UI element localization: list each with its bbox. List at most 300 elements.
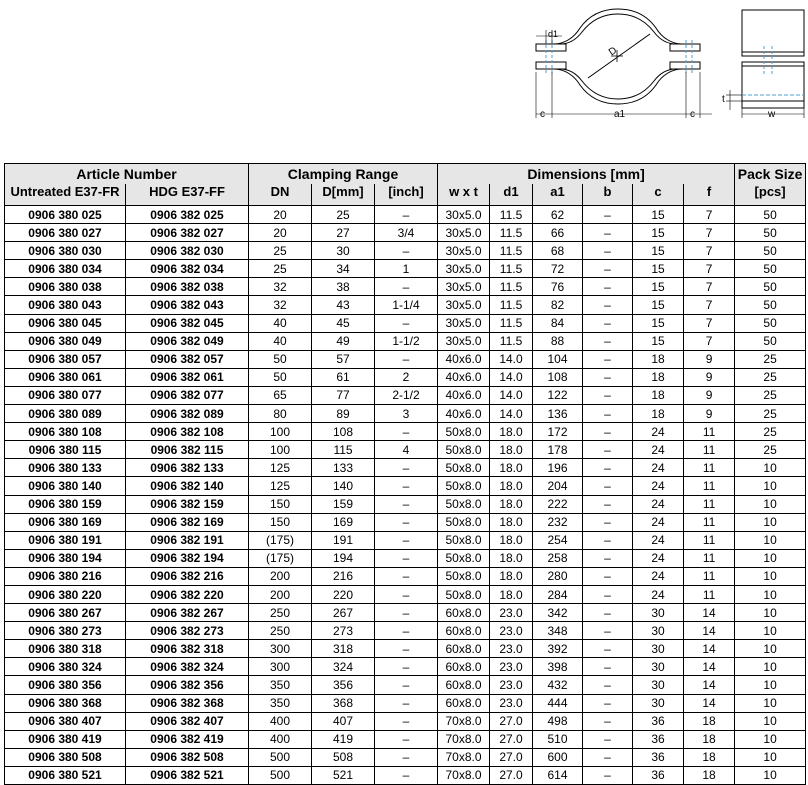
cell-a1: 432 bbox=[533, 676, 583, 694]
cell-f: 7 bbox=[684, 260, 735, 278]
table-row bbox=[5, 405, 806, 423]
cell-c: 15 bbox=[633, 314, 684, 332]
cell-article-hdg: 0906 382 220 bbox=[126, 585, 249, 603]
cell-inch: – bbox=[375, 676, 438, 694]
cell-a1: 398 bbox=[533, 658, 583, 676]
cell-d-mm: 77 bbox=[312, 386, 375, 404]
t-label: t bbox=[722, 94, 725, 105]
cell-article-hdg: 0906 382 216 bbox=[126, 567, 249, 585]
cell-f: 9 bbox=[684, 386, 735, 404]
cell-c: 15 bbox=[633, 242, 684, 260]
cell-b: – bbox=[583, 278, 633, 296]
cell-dn: 50 bbox=[249, 350, 312, 368]
table-row bbox=[5, 730, 806, 748]
table-row bbox=[5, 658, 806, 676]
cell-d1: 14.0 bbox=[490, 386, 533, 404]
cell-dn: 32 bbox=[249, 296, 312, 314]
cell-d-mm: 49 bbox=[312, 332, 375, 350]
cell-article-hdg: 0906 382 089 bbox=[126, 405, 249, 423]
cell-w-x-t: 70x8.0 bbox=[438, 730, 490, 748]
diameter-label: D bbox=[606, 45, 620, 59]
cell-w-x-t: 30x5.0 bbox=[438, 224, 490, 242]
b-header: b bbox=[583, 184, 633, 206]
cell-w-x-t: 30x5.0 bbox=[438, 332, 490, 350]
cell-d1: 18.0 bbox=[490, 477, 533, 495]
cell-d1: 27.0 bbox=[490, 712, 533, 730]
cell-dn: 200 bbox=[249, 567, 312, 585]
cell-w-x-t: 50x8.0 bbox=[438, 585, 490, 603]
cell-c: 24 bbox=[633, 423, 684, 441]
cell-pack-size: 10 bbox=[735, 622, 806, 640]
cell-pack-size: 10 bbox=[735, 712, 806, 730]
cell-d1: 18.0 bbox=[490, 513, 533, 531]
cell-pack-size: 50 bbox=[735, 224, 806, 242]
cell-w-x-t: 50x8.0 bbox=[438, 495, 490, 513]
cell-c: 15 bbox=[633, 296, 684, 314]
cell-b: – bbox=[583, 567, 633, 585]
cell-dn: 40 bbox=[249, 332, 312, 350]
table-row bbox=[5, 242, 806, 260]
cell-pack-size: 10 bbox=[735, 748, 806, 766]
cell-c: 24 bbox=[633, 477, 684, 495]
cell-b: – bbox=[583, 350, 633, 368]
table-row bbox=[5, 748, 806, 766]
cell-d-mm: 191 bbox=[312, 531, 375, 549]
cell-pack-size: 10 bbox=[735, 549, 806, 567]
cell-inch: 2-1/2 bbox=[375, 386, 438, 404]
cell-c: 30 bbox=[633, 640, 684, 658]
cell-inch: – bbox=[375, 604, 438, 622]
cell-article-untreated: 0906 380 077 bbox=[5, 386, 126, 404]
cell-c: 36 bbox=[633, 730, 684, 748]
cell-d-mm: 27 bbox=[312, 224, 375, 242]
cell-dn: (175) bbox=[249, 531, 312, 549]
cell-pack-size: 50 bbox=[735, 296, 806, 314]
cell-d-mm: 267 bbox=[312, 604, 375, 622]
cell-d-mm: 159 bbox=[312, 495, 375, 513]
cell-c: 30 bbox=[633, 622, 684, 640]
cell-pack-size: 10 bbox=[735, 585, 806, 603]
cell-article-hdg: 0906 382 267 bbox=[126, 604, 249, 622]
cell-f: 14 bbox=[684, 658, 735, 676]
cell-f: 7 bbox=[684, 278, 735, 296]
cell-article-untreated: 0906 380 108 bbox=[5, 423, 126, 441]
cell-article-untreated: 0906 380 089 bbox=[5, 405, 126, 423]
cell-inch: – bbox=[375, 513, 438, 531]
cell-w-x-t: 30x5.0 bbox=[438, 206, 490, 224]
cell-b: – bbox=[583, 622, 633, 640]
untreated-header: Untreated E37-FR bbox=[5, 184, 126, 206]
cell-pack-size: 10 bbox=[735, 766, 806, 784]
cell-article-untreated: 0906 380 115 bbox=[5, 441, 126, 459]
cell-f: 11 bbox=[684, 567, 735, 585]
cell-d1: 23.0 bbox=[490, 676, 533, 694]
table-row bbox=[5, 296, 806, 314]
cell-pack-size: 10 bbox=[735, 567, 806, 585]
cell-d-mm: 61 bbox=[312, 368, 375, 386]
cell-d1: 11.5 bbox=[490, 260, 533, 278]
cell-a1: 342 bbox=[533, 604, 583, 622]
cell-dn: 20 bbox=[249, 224, 312, 242]
cell-w-x-t: 40x6.0 bbox=[438, 368, 490, 386]
cell-pack-size: 10 bbox=[735, 604, 806, 622]
cell-b: – bbox=[583, 604, 633, 622]
cell-f: 14 bbox=[684, 694, 735, 712]
table-row bbox=[5, 477, 806, 495]
cell-a1: 84 bbox=[533, 314, 583, 332]
cell-w-x-t: 50x8.0 bbox=[438, 531, 490, 549]
table-row bbox=[5, 604, 806, 622]
cell-article-untreated: 0906 380 419 bbox=[5, 730, 126, 748]
cell-dn: 300 bbox=[249, 640, 312, 658]
cell-c: 24 bbox=[633, 459, 684, 477]
cell-d1: 23.0 bbox=[490, 694, 533, 712]
cell-d-mm: 30 bbox=[312, 242, 375, 260]
cell-inch: – bbox=[375, 242, 438, 260]
cell-a1: 280 bbox=[533, 567, 583, 585]
cell-inch: – bbox=[375, 748, 438, 766]
cell-article-hdg: 0906 382 407 bbox=[126, 712, 249, 730]
cell-article-untreated: 0906 380 356 bbox=[5, 676, 126, 694]
cell-d1: 11.5 bbox=[490, 314, 533, 332]
cell-pack-size: 25 bbox=[735, 386, 806, 404]
cell-f: 18 bbox=[684, 766, 735, 784]
cell-c: 15 bbox=[633, 332, 684, 350]
cell-f: 14 bbox=[684, 604, 735, 622]
cell-pack-size: 10 bbox=[735, 459, 806, 477]
cell-a1: 88 bbox=[533, 332, 583, 350]
cell-article-untreated: 0906 380 043 bbox=[5, 296, 126, 314]
cell-w-x-t: 30x5.0 bbox=[438, 278, 490, 296]
cell-d-mm: 521 bbox=[312, 766, 375, 784]
table-row bbox=[5, 495, 806, 513]
cell-dn: 350 bbox=[249, 694, 312, 712]
cell-f: 18 bbox=[684, 730, 735, 748]
clamping-range-header: Clamping Range bbox=[249, 164, 438, 185]
cell-a1: 614 bbox=[533, 766, 583, 784]
cell-d1: 11.5 bbox=[490, 332, 533, 350]
cell-d-mm: 34 bbox=[312, 260, 375, 278]
cell-a1: 82 bbox=[533, 296, 583, 314]
cell-w-x-t: 60x8.0 bbox=[438, 622, 490, 640]
table-row bbox=[5, 676, 806, 694]
cell-d1: 23.0 bbox=[490, 604, 533, 622]
cell-w-x-t: 40x6.0 bbox=[438, 405, 490, 423]
cell-d1: 14.0 bbox=[490, 368, 533, 386]
table-row bbox=[5, 712, 806, 730]
cell-d-mm: 356 bbox=[312, 676, 375, 694]
cell-dn: 50 bbox=[249, 368, 312, 386]
a1-label: a1 bbox=[614, 109, 626, 120]
cell-article-untreated: 0906 380 220 bbox=[5, 585, 126, 603]
cell-d-mm: 38 bbox=[312, 278, 375, 296]
cell-article-untreated: 0906 380 057 bbox=[5, 350, 126, 368]
cell-f: 7 bbox=[684, 332, 735, 350]
cell-article-hdg: 0906 382 043 bbox=[126, 296, 249, 314]
cell-article-hdg: 0906 382 077 bbox=[126, 386, 249, 404]
table-row bbox=[5, 423, 806, 441]
w-label: w bbox=[768, 109, 776, 120]
cell-inch: – bbox=[375, 622, 438, 640]
cell-a1: 76 bbox=[533, 278, 583, 296]
cell-article-untreated: 0906 380 273 bbox=[5, 622, 126, 640]
pipe-clamp-drawing bbox=[516, 6, 806, 124]
cell-b: – bbox=[583, 513, 633, 531]
cell-w-x-t: 30x5.0 bbox=[438, 260, 490, 278]
cell-d-mm: 108 bbox=[312, 423, 375, 441]
cell-dn: 150 bbox=[249, 513, 312, 531]
cell-a1: 72 bbox=[533, 260, 583, 278]
table-row bbox=[5, 549, 806, 567]
cell-inch: 1 bbox=[375, 260, 438, 278]
cell-b: – bbox=[583, 658, 633, 676]
cell-a1: 348 bbox=[533, 622, 583, 640]
cell-w-x-t: 30x5.0 bbox=[438, 296, 490, 314]
cell-inch: – bbox=[375, 477, 438, 495]
cell-w-x-t: 50x8.0 bbox=[438, 423, 490, 441]
clamp-side-view bbox=[722, 10, 804, 120]
cell-pack-size: 25 bbox=[735, 368, 806, 386]
cell-w-x-t: 60x8.0 bbox=[438, 640, 490, 658]
table-row bbox=[5, 314, 806, 332]
cell-b: – bbox=[583, 712, 633, 730]
cell-d-mm: 45 bbox=[312, 314, 375, 332]
cell-d-mm: 368 bbox=[312, 694, 375, 712]
table-row bbox=[5, 567, 806, 585]
cell-a1: 66 bbox=[533, 224, 583, 242]
cell-d1: 11.5 bbox=[490, 278, 533, 296]
cell-dn: 500 bbox=[249, 748, 312, 766]
cell-a1: 62 bbox=[533, 206, 583, 224]
cell-dn: 250 bbox=[249, 604, 312, 622]
cell-c: 30 bbox=[633, 604, 684, 622]
cell-f: 18 bbox=[684, 712, 735, 730]
cell-dn: 25 bbox=[249, 242, 312, 260]
cell-b: – bbox=[583, 386, 633, 404]
cell-article-untreated: 0906 380 061 bbox=[5, 368, 126, 386]
cell-d-mm: 324 bbox=[312, 658, 375, 676]
cell-article-hdg: 0906 382 025 bbox=[126, 206, 249, 224]
cell-c: 24 bbox=[633, 531, 684, 549]
cell-w-x-t: 70x8.0 bbox=[438, 766, 490, 784]
cell-c: 30 bbox=[633, 694, 684, 712]
cell-pack-size: 10 bbox=[735, 730, 806, 748]
cell-d-mm: 89 bbox=[312, 405, 375, 423]
cell-inch: – bbox=[375, 640, 438, 658]
cell-d1: 23.0 bbox=[490, 658, 533, 676]
cell-d1: 23.0 bbox=[490, 640, 533, 658]
cell-a1: 232 bbox=[533, 513, 583, 531]
cell-c: 15 bbox=[633, 224, 684, 242]
cell-inch: – bbox=[375, 350, 438, 368]
cell-d-mm: 115 bbox=[312, 441, 375, 459]
cell-article-untreated: 0906 380 169 bbox=[5, 513, 126, 531]
cell-f: 11 bbox=[684, 423, 735, 441]
cell-article-untreated: 0906 380 508 bbox=[5, 748, 126, 766]
cell-a1: 600 bbox=[533, 748, 583, 766]
cell-article-untreated: 0906 380 521 bbox=[5, 766, 126, 784]
cell-a1: 258 bbox=[533, 549, 583, 567]
cell-article-hdg: 0906 382 273 bbox=[126, 622, 249, 640]
cell-article-hdg: 0906 382 038 bbox=[126, 278, 249, 296]
cell-f: 14 bbox=[684, 676, 735, 694]
cell-article-untreated: 0906 380 045 bbox=[5, 314, 126, 332]
cell-c: 36 bbox=[633, 748, 684, 766]
cell-article-hdg: 0906 382 045 bbox=[126, 314, 249, 332]
cell-inch: 1-1/2 bbox=[375, 332, 438, 350]
cell-d1: 18.0 bbox=[490, 441, 533, 459]
cell-dn: 350 bbox=[249, 676, 312, 694]
dn-header: DN bbox=[249, 184, 312, 206]
cell-d1: 18.0 bbox=[490, 531, 533, 549]
cell-dn: 100 bbox=[249, 423, 312, 441]
cell-a1: 172 bbox=[533, 423, 583, 441]
cell-article-hdg: 0906 382 133 bbox=[126, 459, 249, 477]
cell-article-hdg: 0906 382 027 bbox=[126, 224, 249, 242]
cell-d1: 11.5 bbox=[490, 242, 533, 260]
c-header: c bbox=[633, 184, 684, 206]
cell-d-mm: 169 bbox=[312, 513, 375, 531]
cell-b: – bbox=[583, 296, 633, 314]
table-row bbox=[5, 260, 806, 278]
cell-inch: 4 bbox=[375, 441, 438, 459]
cell-a1: 136 bbox=[533, 405, 583, 423]
cell-d1: 18.0 bbox=[490, 585, 533, 603]
cell-dn: 400 bbox=[249, 730, 312, 748]
cell-d-mm: 57 bbox=[312, 350, 375, 368]
cell-f: 7 bbox=[684, 242, 735, 260]
cell-article-untreated: 0906 380 133 bbox=[5, 459, 126, 477]
cell-d1: 11.5 bbox=[490, 206, 533, 224]
cell-a1: 498 bbox=[533, 712, 583, 730]
cell-f: 11 bbox=[684, 531, 735, 549]
cell-dn: (175) bbox=[249, 549, 312, 567]
cell-inch: – bbox=[375, 567, 438, 585]
cell-article-untreated: 0906 380 216 bbox=[5, 567, 126, 585]
table-row bbox=[5, 459, 806, 477]
cell-w-x-t: 70x8.0 bbox=[438, 712, 490, 730]
cell-dn: 100 bbox=[249, 441, 312, 459]
table-row bbox=[5, 766, 806, 784]
cell-d1: 11.5 bbox=[490, 296, 533, 314]
f-header: f bbox=[684, 184, 735, 206]
cell-w-x-t: 40x6.0 bbox=[438, 386, 490, 404]
cell-d1: 14.0 bbox=[490, 350, 533, 368]
pcs-header: [pcs] bbox=[735, 184, 806, 206]
cell-article-hdg: 0906 382 368 bbox=[126, 694, 249, 712]
cell-a1: 392 bbox=[533, 640, 583, 658]
cell-w-x-t: 60x8.0 bbox=[438, 604, 490, 622]
cell-inch: – bbox=[375, 658, 438, 676]
cell-d-mm: 133 bbox=[312, 459, 375, 477]
cell-c: 24 bbox=[633, 513, 684, 531]
cell-c: 30 bbox=[633, 658, 684, 676]
cell-f: 11 bbox=[684, 549, 735, 567]
cell-article-hdg: 0906 382 108 bbox=[126, 423, 249, 441]
cell-article-hdg: 0906 382 521 bbox=[126, 766, 249, 784]
cell-f: 7 bbox=[684, 206, 735, 224]
cell-f: 11 bbox=[684, 513, 735, 531]
table-row bbox=[5, 350, 806, 368]
table-row bbox=[5, 622, 806, 640]
cell-article-untreated: 0906 380 318 bbox=[5, 640, 126, 658]
table-row bbox=[5, 513, 806, 531]
cell-w-x-t: 60x8.0 bbox=[438, 676, 490, 694]
cell-pack-size: 50 bbox=[735, 314, 806, 332]
cell-inch: 3 bbox=[375, 405, 438, 423]
cell-b: – bbox=[583, 730, 633, 748]
c-right-label: c bbox=[690, 109, 695, 120]
hdg-header: HDG E37-FF bbox=[126, 184, 249, 206]
cell-dn: 32 bbox=[249, 278, 312, 296]
cell-b: – bbox=[583, 748, 633, 766]
cell-article-hdg: 0906 382 324 bbox=[126, 658, 249, 676]
cell-inch: – bbox=[375, 459, 438, 477]
cell-b: – bbox=[583, 477, 633, 495]
cell-w-x-t: 60x8.0 bbox=[438, 694, 490, 712]
cell-dn: 300 bbox=[249, 658, 312, 676]
cell-f: 9 bbox=[684, 350, 735, 368]
cell-f: 14 bbox=[684, 622, 735, 640]
cell-w-x-t: 50x8.0 bbox=[438, 549, 490, 567]
cell-b: – bbox=[583, 676, 633, 694]
cell-pack-size: 50 bbox=[735, 206, 806, 224]
cell-c: 18 bbox=[633, 386, 684, 404]
cell-inch: – bbox=[375, 549, 438, 567]
cell-c: 18 bbox=[633, 350, 684, 368]
cell-inch: 2 bbox=[375, 368, 438, 386]
cell-c: 15 bbox=[633, 278, 684, 296]
cell-c: 24 bbox=[633, 441, 684, 459]
cell-inch: – bbox=[375, 730, 438, 748]
cell-d-mm: 273 bbox=[312, 622, 375, 640]
table-row bbox=[5, 224, 806, 242]
cell-pack-size: 10 bbox=[735, 694, 806, 712]
cell-dn: 150 bbox=[249, 495, 312, 513]
table-row bbox=[5, 278, 806, 296]
cell-pack-size: 25 bbox=[735, 350, 806, 368]
cell-article-untreated: 0906 380 030 bbox=[5, 242, 126, 260]
cell-w-x-t: 30x5.0 bbox=[438, 314, 490, 332]
cell-b: – bbox=[583, 531, 633, 549]
cell-b: – bbox=[583, 405, 633, 423]
cell-c: 18 bbox=[633, 368, 684, 386]
cell-b: – bbox=[583, 766, 633, 784]
cell-c: 24 bbox=[633, 495, 684, 513]
d1-header: d1 bbox=[490, 184, 533, 206]
cell-dn: 40 bbox=[249, 314, 312, 332]
cell-w-x-t: 50x8.0 bbox=[438, 513, 490, 531]
cell-dn: 125 bbox=[249, 477, 312, 495]
cell-article-untreated: 0906 380 159 bbox=[5, 495, 126, 513]
cell-f: 7 bbox=[684, 224, 735, 242]
cell-d-mm: 140 bbox=[312, 477, 375, 495]
cell-b: – bbox=[583, 206, 633, 224]
cell-article-hdg: 0906 382 140 bbox=[126, 477, 249, 495]
cell-w-x-t: 50x8.0 bbox=[438, 477, 490, 495]
cell-article-hdg: 0906 382 318 bbox=[126, 640, 249, 658]
cell-article-hdg: 0906 382 159 bbox=[126, 495, 249, 513]
table-row bbox=[5, 585, 806, 603]
table-row bbox=[5, 386, 806, 404]
cell-pack-size: 10 bbox=[735, 477, 806, 495]
cell-article-hdg: 0906 382 191 bbox=[126, 531, 249, 549]
cell-dn: 25 bbox=[249, 260, 312, 278]
cell-a1: 444 bbox=[533, 694, 583, 712]
cell-d1: 27.0 bbox=[490, 748, 533, 766]
cell-inch: – bbox=[375, 694, 438, 712]
cell-d1: 11.5 bbox=[490, 224, 533, 242]
